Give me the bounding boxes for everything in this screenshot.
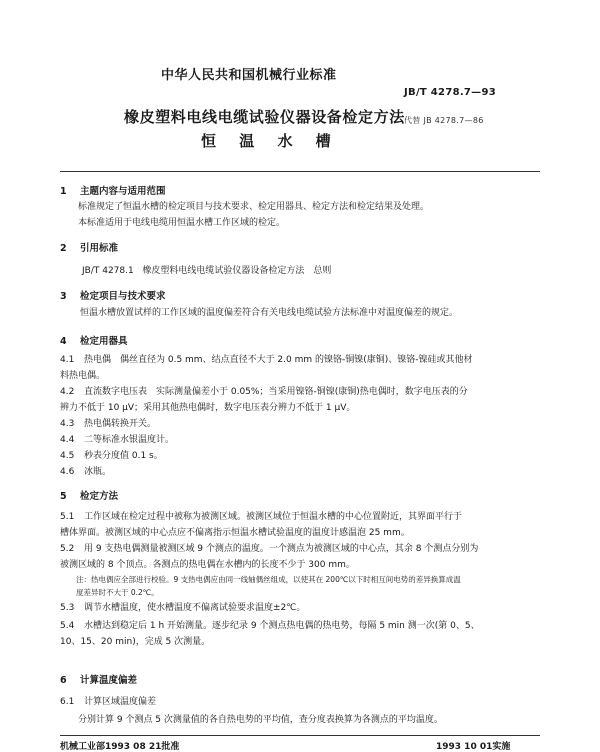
item-4-3: 4.3 热电偶转换开关。 (60, 419, 157, 429)
section-4-heading: 4 检定用器具 (60, 336, 128, 347)
item-5-1: 5.1 工作区域在检定过程中被称为被测区域。被测区域位于恒温水槽的中心位置附近，其界面平行于 槽体界面。被测区域的中心点应不偏离指示恒温水槽试验温度的温度计感温泡 25 mm。 (60, 512, 463, 538)
approval-date: 机械工业部1993 08 21批准 (60, 742, 180, 752)
reference-standard (82, 263, 331, 279)
footer-divider (60, 735, 540, 736)
section-5-heading: 5 检定方法 (60, 491, 119, 502)
item-5-3: 5.3 调节水槽温度，使水槽温度不偏离试验要求温度±2℃。 (60, 603, 306, 613)
section-1-text: 标准规定了恒温水槽的检定项目与技术要求、检定用器具、检定方法和检定结果及处理。 本标准适用于电线电缆用恒温水槽工作区域的检定。 (78, 202, 430, 228)
reference-title: 橡皮塑料电线电缆试验仪器设备检定方法 总则 (142, 266, 332, 276)
industry-standard-heading: 中华人民共和国机械行业标准 (161, 68, 337, 83)
section-3-text: 恒温水槽放置试样的工作区域的温度偏差符合有关电线电缆试验方法标准中对温度偏差的规定。 (80, 308, 459, 318)
section-3-heading: 3 检定项目与技术要求 (60, 291, 166, 302)
item-4-6: 4.6 冰瓶。 (60, 467, 112, 477)
section-6-text: 分别计算 9 个测点 5 次测量值的各自热电势的平均值，查分度表换算为各测点的平均温度。 (78, 715, 443, 725)
document-title: 橡皮塑料电线电缆试验仪器设备检定方法 (124, 108, 405, 126)
section-6-heading: 6 计算温度偏差 (60, 675, 138, 686)
item-6-1: 6.1 计算区域温度偏差 (60, 697, 157, 707)
header-divider (60, 171, 540, 172)
document-subtitle: 恒 温 水 槽 (201, 132, 340, 150)
section-1-heading: 1 主题内容与适用范围 (60, 186, 166, 197)
item-4-2: 4.2 直流数字电压表 实际测量偏差小于 0.05%；当采用镍铬-铜镍(康铜)热电偶时，数字电压表的分 辨力不低于 10 μV；采用其他热电偶时，数字电压表分辨力不低于 1 μV。 (60, 387, 468, 413)
item-5-2: 5.2 用 9 支热电偶测量被测区域 9 个测点的温度。一个测点为被测区域的中心点，其余 8 个测点分别为 被测区域的 8 个顶点。各测点的热电偶在水槽内的长度不少于 300 mm。 (60, 544, 479, 570)
item-4-5: 4.5 秒表分度值 0.1 s。 (60, 451, 163, 461)
section-2-heading: 2 引用标准 (60, 243, 119, 254)
item-4-4: 4.4 二等标准水银温度计。 (60, 435, 175, 445)
item-5-4: 5.4 水槽达到稳定后 1 h 开始测量。逐步纪录 9 个测点热电偶的热电势，每隔 5 min 测一次(第 0、5、 10、15、20 min)，完成 5 次测量。 (60, 621, 480, 647)
reference-code: JB/T 4278.1 (82, 266, 134, 276)
replaces-note: 代替 JB 4278.7—86 (404, 116, 484, 125)
section-5-note: 注：热电偶应全部进行校验。9 支热电偶应由同一线轴偶丝组成，以使其在 200℃以下时相互间电势的差异换算成温 度差异时不大于 0.2℃。 (76, 575, 461, 597)
item-4-1: 4.1 热电偶 偶丝直径为 0.5 mm、结点直径不大于 2.0 mm 的镍铬-铜镍(康铜)、镍铬-镍硅或其他材 料热电偶。 (60, 355, 473, 381)
standard-code: JB/T 4278.7—93 (404, 87, 497, 98)
effective-date: 1993 10 01实施 (436, 742, 511, 752)
